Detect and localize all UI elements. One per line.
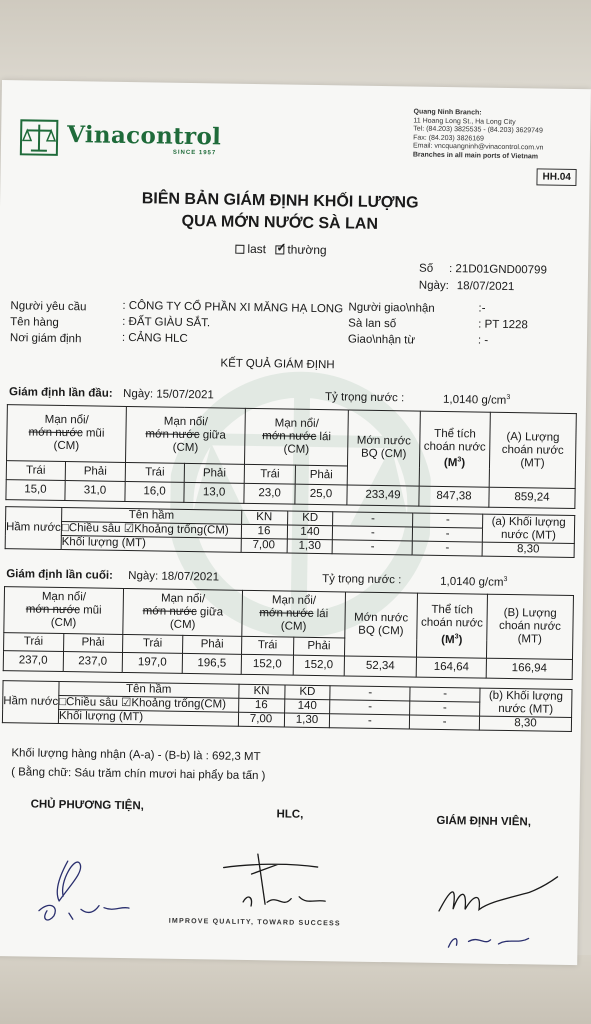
from-value: : - bbox=[477, 334, 489, 347]
hold-kd-header: KD bbox=[284, 685, 330, 700]
hlc-signature bbox=[207, 843, 348, 925]
last-date: Ngày: 18/07/2021 bbox=[128, 570, 220, 584]
option-normal-label: thường bbox=[287, 242, 327, 258]
dash: - bbox=[412, 541, 482, 556]
background-bottom bbox=[0, 955, 591, 1024]
branch-title: Quang Ninh Branch: bbox=[413, 108, 482, 117]
branch-line: 11 Hoang Long St., Ha Long City bbox=[413, 117, 516, 126]
col-stbd: Phải bbox=[295, 465, 347, 485]
last-water-mass: 8,30 bbox=[479, 716, 571, 731]
goods-value: : ĐẤT GIÀU SẮT. bbox=[122, 315, 211, 330]
branch-line: Tel: (84.203) 3825535 - (84.203) 3629749 bbox=[413, 125, 543, 135]
checkbox-normal[interactable] bbox=[275, 245, 284, 254]
first-fore-stbd: 31,0 bbox=[65, 481, 126, 502]
last-hold-table bbox=[2, 680, 573, 732]
last-aft-stbd: 152,0 bbox=[293, 655, 345, 676]
hold-kn-header: KN bbox=[238, 684, 284, 699]
document-page bbox=[0, 80, 591, 965]
first-date: Ngày: 15/07/2021 bbox=[122, 387, 214, 402]
first-mid-stbd: 13,0 bbox=[184, 482, 245, 503]
goods-label: Tên hàng bbox=[10, 316, 59, 329]
first-aft-stbd: 25,0 bbox=[295, 484, 347, 505]
first-hold-depth-kd: 140 bbox=[287, 525, 333, 540]
dash: - bbox=[330, 700, 410, 715]
last-mass-b: 166,94 bbox=[486, 658, 572, 679]
form-code: HH.04 bbox=[536, 168, 577, 186]
dash: - bbox=[410, 687, 480, 702]
requester-label: Người yêu cầu bbox=[10, 300, 87, 314]
last-density-label: Tỷ trọng nước : bbox=[322, 573, 402, 587]
sig-hlc-label: HLC, bbox=[276, 808, 304, 821]
branch-line: Fax: (84.203) 3826169 bbox=[413, 134, 485, 143]
dash: - bbox=[410, 701, 480, 716]
sig-inspector-label: GIÁM ĐỊNH VIÊN, bbox=[436, 814, 532, 829]
background-top bbox=[0, 0, 591, 90]
first-density: 1,0140 $g/cm^3$ bbox=[442, 393, 511, 407]
from-label: Giao\nhận từ bbox=[347, 333, 416, 347]
last-fore-port: 237,0 bbox=[3, 651, 63, 672]
first-mid-port: 16,0 bbox=[125, 481, 184, 502]
hold-row-mass: Khối lượng (MT) bbox=[58, 709, 238, 726]
col-port: Trái bbox=[244, 464, 295, 484]
first-water-mass: 8,30 bbox=[482, 542, 574, 557]
first-heading: Giám định lần đầu: bbox=[9, 386, 113, 400]
last-hold-depth-kn: 16 bbox=[238, 698, 284, 713]
last-draft-bq: 52,34 bbox=[344, 656, 416, 677]
branch-line: Email: vncquangninh@vinacontrol.com.vn bbox=[412, 142, 544, 152]
col-port: Trái bbox=[125, 462, 184, 482]
hold-row-depth: □Chiều sâu ☑Khoảng trống(CM) bbox=[59, 695, 239, 712]
summary-mass: Khối lượng hàng nhận (A-a) - (B-b) là : 692,3 MT bbox=[11, 747, 261, 764]
first-draft-table bbox=[5, 404, 576, 509]
col-port: Trái bbox=[123, 634, 183, 653]
branch-line: Branches in all main ports of Vietnam bbox=[412, 151, 539, 161]
header-volume: Thể tích choán nước $(M^3)$ bbox=[419, 411, 490, 487]
first-fore-port: 15,0 bbox=[6, 480, 65, 501]
title-line-1: BIÊN BẢN GIÁM ĐỊNH KHỐI LƯỢNG bbox=[141, 190, 419, 212]
col-port: Trái bbox=[242, 636, 294, 655]
col-stbd: Phải bbox=[63, 634, 123, 653]
header-mid: Mạn nổi/ mớn nước giữa (CM) bbox=[126, 406, 246, 464]
last-hold-mass-kd: 1,30 bbox=[284, 713, 330, 728]
col-stbd: Phải bbox=[184, 463, 245, 483]
first-volume: 847,38 bbox=[419, 486, 489, 507]
last-mid-stbd: 196,5 bbox=[182, 653, 242, 674]
first-hold-mass-kn: 7,00 bbox=[241, 538, 287, 553]
last-water-mass-label: (b) Khối lượng nước (MT) bbox=[480, 688, 572, 717]
summary-words: ( Bằng chữ: Sáu trăm chín mươi hai phẩy ba tấn ) bbox=[11, 766, 266, 783]
barge-label: Sà lan số bbox=[348, 317, 397, 331]
hold-kd-header: KD bbox=[287, 511, 333, 526]
first-hold-depth-kn: 16 bbox=[241, 524, 287, 539]
logo-text: Vinacontrol bbox=[66, 121, 222, 151]
deliverer-value: :- bbox=[478, 302, 486, 315]
first-mass-a: 859,24 bbox=[489, 487, 575, 508]
first-density-label: Tỷ trọng nước : bbox=[324, 391, 405, 405]
report-number-label: Số bbox=[418, 262, 434, 275]
title-line-2: QUA MỚN NƯỚC SÀ LAN bbox=[181, 212, 379, 233]
col-port: Trái bbox=[4, 633, 64, 652]
place-value: : CẢNG HLC bbox=[121, 331, 188, 345]
header-draft-bq: Mớn nước BQ (CM) bbox=[347, 410, 420, 486]
last-density: 1,0140 $g/cm^3$ bbox=[440, 575, 508, 589]
first-aft-port: 23,0 bbox=[244, 483, 295, 504]
dash: - bbox=[410, 715, 480, 730]
report-number: : 21D01GND00799 bbox=[448, 263, 547, 277]
inspector-signature bbox=[428, 851, 570, 953]
dash: - bbox=[413, 527, 483, 542]
col-stbd: Phải bbox=[65, 462, 126, 482]
vinacontrol-logo-icon bbox=[19, 118, 60, 157]
hold-label: Hầm nước bbox=[5, 507, 62, 550]
col-port: Trái bbox=[6, 461, 65, 481]
last-fore-stbd: 237,0 bbox=[63, 652, 123, 673]
hold-label: Hầm nước bbox=[2, 681, 59, 724]
header-mid: Mạn nổi/ mớn nước giữa (CM) bbox=[123, 588, 243, 636]
dash: - bbox=[333, 512, 413, 527]
header-mass-b: (B) Lượng choán nước (MT) bbox=[486, 594, 573, 659]
col-stbd: Phải bbox=[293, 637, 345, 656]
hold-name-header: Tên hầm bbox=[61, 507, 241, 524]
hold-kn-header: KN bbox=[241, 510, 287, 525]
header-fore: Mạn nổi/ mớn nước mũi (CM) bbox=[4, 587, 124, 635]
dash: - bbox=[333, 540, 413, 555]
checkbox-last[interactable] bbox=[235, 245, 244, 254]
last-draft-table bbox=[3, 586, 574, 680]
hold-row-mass: Khối lượng (MT) bbox=[61, 535, 241, 552]
report-date: 18/07/2021 bbox=[456, 280, 515, 294]
last-hold-depth-kd: 140 bbox=[284, 699, 330, 714]
branch-info bbox=[413, 108, 589, 162]
logo-since: SINCE 1957 bbox=[172, 149, 217, 157]
slogan: IMPROVE QUALITY, TOWARD SUCCESS bbox=[168, 917, 341, 928]
dash: - bbox=[330, 686, 410, 701]
owner-signature bbox=[29, 841, 170, 933]
header-volume: Thể tích choán nước $(M^3)$ bbox=[416, 593, 487, 658]
first-draft-bq: 233,49 bbox=[347, 485, 419, 506]
header-aft: Mạn nổi/ mớn nước lái (CM) bbox=[245, 408, 349, 466]
dash: - bbox=[330, 714, 410, 729]
report-type-options bbox=[235, 242, 327, 257]
dash: - bbox=[413, 513, 483, 528]
first-hold-table bbox=[5, 506, 576, 558]
header-draft-bq: Mớn nước BQ (CM) bbox=[344, 592, 417, 657]
last-hold-mass-kn: 7,00 bbox=[238, 712, 284, 727]
header-fore: Mạn nổi/ mớn nước mũi (CM) bbox=[7, 405, 127, 463]
header-aft: Mạn nổi/ mớn nước lái (CM) bbox=[242, 590, 345, 638]
header-mass-a: (A) Lượng choán nước (MT) bbox=[489, 412, 576, 488]
place-label: Nơi giám định bbox=[9, 332, 82, 346]
col-stbd: Phải bbox=[182, 635, 242, 654]
requester-value: : CÔNG TY CỔ PHẦN XI MĂNG HẠ LONG bbox=[122, 299, 344, 316]
hold-row-depth: □Chiều sâu ☑Khoảng trống(CM) bbox=[61, 521, 241, 538]
last-mid-port: 197,0 bbox=[122, 652, 182, 673]
barge-value: : PT 1228 bbox=[478, 318, 528, 332]
first-water-mass-label: (a) Khối lượng nước (MT) bbox=[482, 514, 574, 543]
result-heading: KẾT QUẢ GIÁM ĐỊNH bbox=[220, 357, 335, 372]
last-aft-port: 152,0 bbox=[241, 654, 293, 675]
first-hold-mass-kd: 1,30 bbox=[287, 539, 333, 554]
hold-name-header: Tên hầm bbox=[59, 681, 239, 698]
dash: - bbox=[333, 526, 413, 541]
option-last-label: last bbox=[247, 241, 267, 257]
last-volume: 164,64 bbox=[416, 657, 486, 678]
deliverer-label: Người giao\nhận bbox=[348, 301, 435, 315]
last-heading: Giám định lần cuối: bbox=[6, 568, 114, 582]
report-date-label: Ngày: bbox=[418, 279, 449, 293]
sig-owner-label: CHỦ PHƯƠNG TIỆN, bbox=[30, 798, 144, 813]
